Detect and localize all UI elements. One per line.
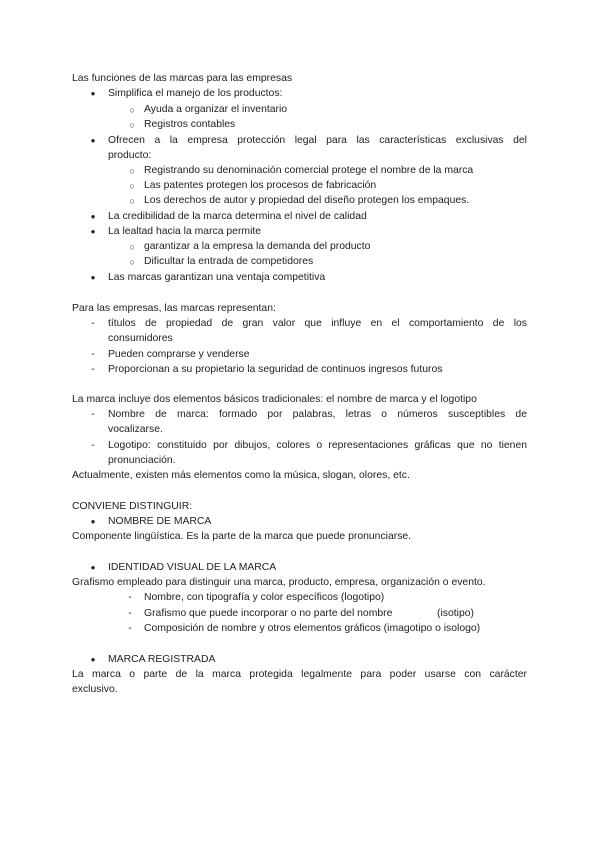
circle-bullet-icon: ○ <box>129 257 135 267</box>
list-item: títulos de propiedad de gran valor que influye en el comportamiento de los <box>108 318 527 329</box>
dash-bullet-icon: - <box>91 440 95 451</box>
list-item: Nombre de marca: formado por palabras, letras o números susceptibles de <box>108 409 527 420</box>
list-item: La credibilidad de la marca determina el nivel de calidad <box>108 211 367 222</box>
list-item-continuation: pronunciación. <box>108 455 176 466</box>
sub-list-item: Grafismo que puede incorporar o no parte del nombre <box>144 608 393 619</box>
bullet-icon: ● <box>90 563 96 572</box>
circle-bullet-icon: ○ <box>129 242 135 252</box>
dash-bullet-icon: - <box>91 409 95 420</box>
sub-list-item-tag: (isotipo) <box>437 608 474 619</box>
list-item: Simplifica el manejo de los productos: <box>108 88 283 99</box>
dash-bullet-icon: - <box>128 608 132 619</box>
circle-bullet-icon: ○ <box>129 196 135 206</box>
section3-outro: Actualmente, existen más elementos como la música, slogan, olores, etc. <box>72 470 410 481</box>
bullet-icon: ● <box>90 136 96 145</box>
sub-list-item: Los derechos de autor y propiedad del diseño protegen los empaques. <box>144 195 470 206</box>
bullet-icon: ● <box>90 517 96 526</box>
sub-list-item: Composición de nombre y otros elementos gráficos (imagotipo o isologo) <box>144 623 481 634</box>
item-text: Grafismo empleado para distinguir una marca, producto, empresa, organización o evento. <box>72 577 486 588</box>
item-title: MARCA REGISTRADA <box>108 654 216 665</box>
list-item: Ofrecen a la empresa protección legal para las características exclusivas del <box>108 135 527 146</box>
item-text: Componente lingüística. Es la parte de la marca que puede pronunciarse. <box>72 531 412 542</box>
section2-intro: Para las empresas, las marcas representan: <box>72 303 276 314</box>
sub-list-item: garantizar a la empresa la demanda del producto <box>144 241 371 252</box>
list-item: Logotipo: constituido por dibujos, colores o representaciones gráficas que no tienen <box>108 440 527 451</box>
dash-bullet-icon: - <box>91 364 95 375</box>
circle-bullet-icon: ○ <box>129 120 135 130</box>
sub-list-item: Las patentes protegen los procesos de fabricación <box>144 180 377 191</box>
list-item-continuation: producto: <box>108 150 152 161</box>
sub-list-item: Dificultar la entrada de competidores <box>144 256 314 267</box>
list-item: Las marcas garantizan una ventaja competitiva <box>108 272 326 283</box>
item-title: IDENTIDAD VISUAL DE LA MARCA <box>108 562 277 573</box>
list-item: Proporcionan a su propietario la seguridad de continuos ingresos futuros <box>108 364 443 375</box>
circle-bullet-icon: ○ <box>129 166 135 176</box>
dash-bullet-icon: - <box>128 623 132 634</box>
section4-heading: CONVIENE DISTINGUIR: <box>72 501 193 512</box>
item-text-continuation: exclusivo. <box>72 684 118 695</box>
list-item: Pueden comprarse y venderse <box>108 349 250 360</box>
bullet-icon: ● <box>90 89 96 98</box>
bullet-icon: ● <box>90 273 96 282</box>
sub-list-item: Ayuda a organizar el inventario <box>144 104 288 115</box>
section3-intro: La marca incluye dos elementos básicos tradicionales: el nombre de marca y el logotipo <box>72 394 477 405</box>
list-item-continuation: vocalizarse. <box>108 424 163 435</box>
circle-bullet-icon: ○ <box>129 181 135 191</box>
bullet-icon: ● <box>90 212 96 221</box>
bullet-icon: ● <box>90 227 96 236</box>
sub-list-item: Nombre, con tipografía y color específicos (logotipo) <box>144 592 385 603</box>
sub-list-item: Registrando su denominación comercial protege el nombre de la marca <box>144 165 474 176</box>
dash-bullet-icon: - <box>128 592 132 603</box>
dash-bullet-icon: - <box>91 318 95 329</box>
dash-bullet-icon: - <box>91 349 95 360</box>
item-text: La marca o parte de la marca protegida legalmente para poder usarse con carácter <box>72 669 527 680</box>
bullet-icon: ● <box>90 655 96 664</box>
section1-title: Las funciones de las marcas para las empresas <box>72 73 293 84</box>
item-title: NOMBRE DE MARCA <box>108 516 212 527</box>
circle-bullet-icon: ○ <box>129 105 135 115</box>
sub-list-item: Registros contables <box>144 119 236 130</box>
list-item: La lealtad hacia la marca permite <box>108 226 262 237</box>
list-item-continuation: consumidores <box>108 333 173 344</box>
